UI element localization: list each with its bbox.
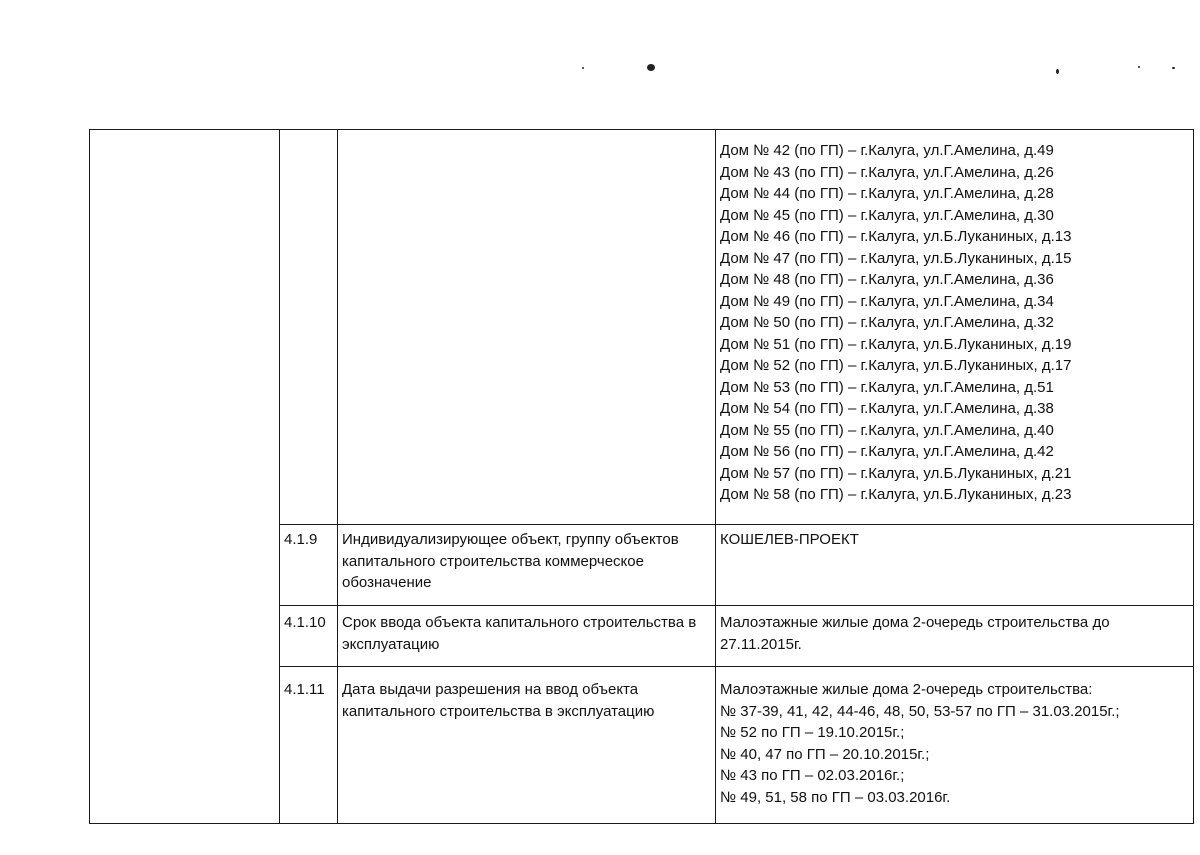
item-number: 4.1.10 (280, 606, 338, 667)
item-value (716, 606, 1194, 667)
house-line: Дом № 55 (по ГП) – г.Калуга, ул.Г.Амелина, д.40 (720, 421, 1054, 439)
house-line: Дом № 56 (по ГП) – г.Калуга, ул.Г.Амелина, д.42 (720, 443, 1054, 460)
house-line: Дом № 57 (по ГП) – г.Калуга, ул.Б.Луканиных, д.21 (720, 464, 1072, 482)
house-line: Дом № 51 (по ГП) – г.Калуга, ул.Б.Луканиных, д.19 (720, 335, 1072, 353)
document-table (89, 129, 1194, 824)
item-label: Дата выдачи разрешения на ввод объекта капитального строительства в эксплуатацию (338, 667, 716, 824)
item-number: 4.1.9 (280, 525, 338, 606)
house-line: Дом № 45 (по ГП) – г.Калуга, ул.Г.Амелина, д.30 (720, 206, 1054, 224)
value-line: № 40, 47 по ГП – 20.10.2015г.; (720, 745, 930, 763)
empty-left-cell (90, 130, 280, 824)
house-line: Дом № 43 (по ГП) – г.Калуга, ул.Г.Амелина, д.26 (720, 163, 1054, 181)
house-line: Дом № 52 (по ГП) – г.Калуга, ул.Б.Луканиных, д.17 (720, 357, 1072, 374)
value-line: № 37-39, 41, 42, 44-46, 48, 50, 53-57 по ГП – 31.03.2015г.; (720, 702, 1120, 720)
empty-number-cell (280, 130, 338, 525)
scan-speck (1056, 69, 1059, 74)
value-line: № 52 по ГП – 19.10.2015г.; (720, 724, 905, 741)
item-label: Индивидуализирующее объект, группу объектов капитального строительства коммерческое обозначение (338, 525, 716, 606)
item-label: Срок ввода объекта капитального строительства в эксплуатацию (338, 606, 716, 667)
house-line: Дом № 47 (по ГП) – г.Калуга, ул.Б.Луканиных, д.15 (720, 249, 1072, 267)
value-line: № 43 по ГП – 02.03.2016г.; (720, 767, 905, 784)
house-line: Дом № 53 (по ГП) – г.Калуга, ул.Г.Амелина, д.51 (720, 378, 1054, 396)
empty-label-cell (338, 130, 716, 525)
scan-speck (1138, 66, 1140, 68)
house-line: Дом № 58 (по ГП) – г.Калуга, ул.Б.Луканиных, д.23 (720, 486, 1072, 503)
item-value (716, 667, 1194, 824)
value-line: № 49, 51, 58 по ГП – 03.03.2016г. (720, 788, 951, 806)
scan-speck (582, 67, 584, 69)
house-line: Дом № 48 (по ГП) – г.Калуга, ул.Г.Амелина, д.36 (720, 271, 1054, 288)
scan-speck (1172, 67, 1175, 69)
house-line: Дом № 54 (по ГП) – г.Калуга, ул.Г.Амелина, д.38 (720, 400, 1054, 417)
value-line: КОШЕЛЕВ-ПРОЕКТ (720, 531, 859, 548)
house-list-cell (716, 130, 1194, 525)
house-line: Дом № 46 (по ГП) – г.Калуга, ул.Б.Луканиных, д.13 (720, 228, 1072, 245)
value-line: Малоэтажные жилые дома 2-очередь строительства: (720, 681, 1093, 698)
item-value (716, 525, 1194, 606)
scan-speck (647, 64, 655, 71)
house-line: Дом № 49 (по ГП) – г.Калуга, ул.Г.Амелина, д.34 (720, 292, 1054, 310)
value-line: Малоэтажные жилые дома 2-очередь строительства до 27.11.2015г. (720, 614, 1110, 653)
house-line: Дом № 44 (по ГП) – г.Калуга, ул.Г.Амелина, д.28 (720, 185, 1054, 202)
house-line: Дом № 42 (по ГП) – г.Калуга, ул.Г.Амелина, д.49 (720, 142, 1054, 159)
table-row (90, 130, 1194, 525)
item-number: 4.1.11 (280, 667, 338, 824)
house-line: Дом № 50 (по ГП) – г.Калуга, ул.Г.Амелина, д.32 (720, 314, 1054, 331)
